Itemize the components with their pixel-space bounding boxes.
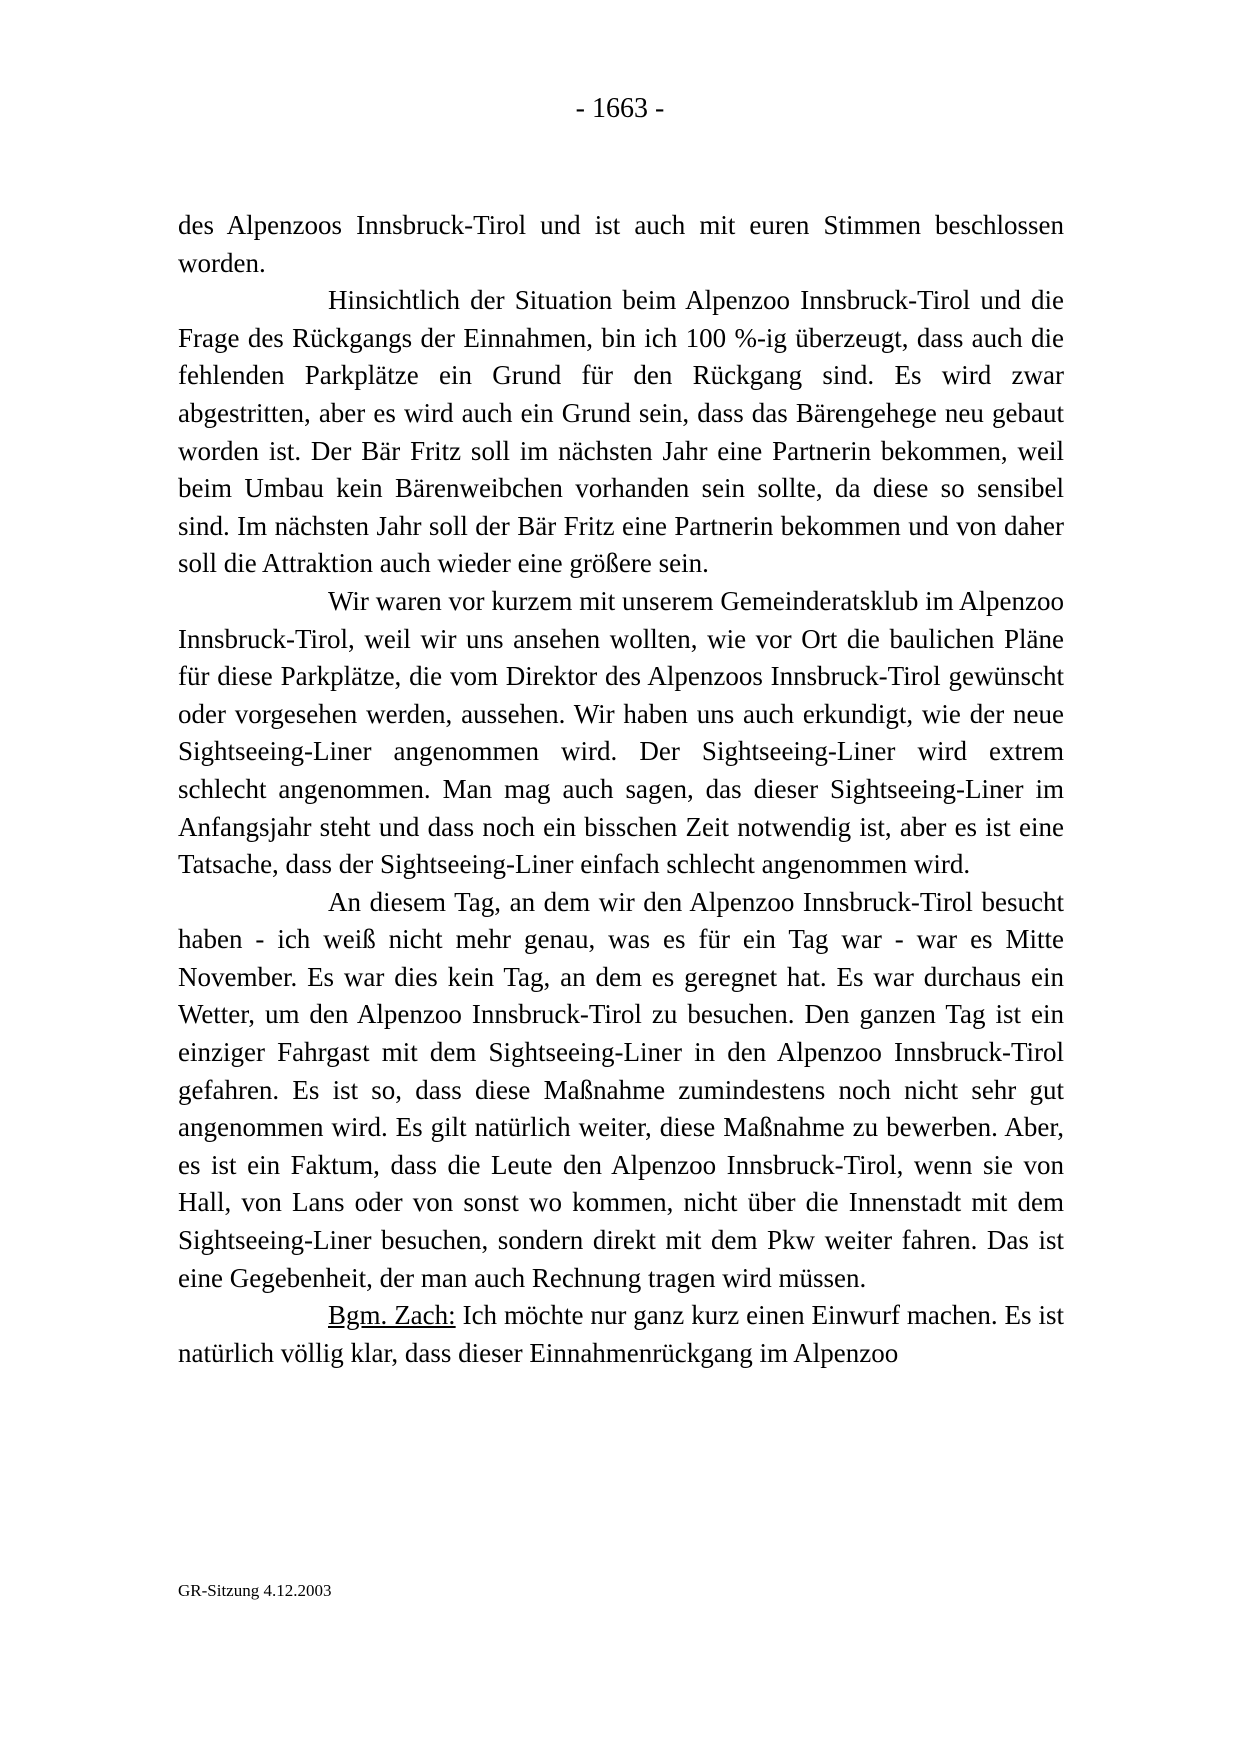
paragraph-1: des Alpenzoos Innsbruck-Tirol und ist auch mit euren Stimmen beschlossen worden.: [178, 210, 1064, 278]
page-number: - 1663 -: [575, 93, 665, 124]
speaker-name: Bgm. Zach:: [328, 1300, 456, 1331]
speaker-statement: Ich möchte nur ganz kurz einen Einwurf machen. Es ist natürlich völlig klar, dass dieser Einnahmenrückgang im Alpenzoo: [178, 1300, 1064, 1368]
footer-session-label: GR-Sitzung 4.12.2003: [178, 1581, 332, 1600]
paragraph-4: An diesem Tag, an dem wir den Alpenzoo Innsbruck-Tirol besucht haben - ich weiß nicht mehr genau, was es für ein Tag war - war es Mitte November. Es war dies kein Tag, an dem es geregnet hat. Es war durchaus ein Wetter, um den Alpenzoo Innsbruck-Tirol zu besuchen. Den ganzen Tag ist ein einziger Fahrgast mit dem Sightseeing-Liner in den Alpenzoo Innsbruck-Tirol gefahren. Es ist so, dass diese Maßnahme zumindestens noch nicht sehr gut angenommen wird. Es gilt natürlich weiter, diese Maßnahme zu bewerben. Aber, es ist ein Faktum, dass die Leute den Alpenzoo Innsbruck-Tirol, wenn sie von Hall, von Lans oder von sonst wo kommen, nicht über die Innenstadt mit dem Sightseeing-Liner besuchen, sondern direkt mit dem Pkw weiter fahren. Das ist eine Gegebenheit, der man auch Rechnung tragen wird müssen.: [178, 886, 1064, 1293]
paragraph-5: [178, 1297, 1064, 1372]
paragraph-3: Wir waren vor kurzem mit unserem Gemeinderatsklub im Alpenzoo Innsbruck-Tirol, weil wir uns ansehen wollten, wie vor Ort die baulichen Pläne für diese Parkplätze, die vom Direktor des Alpenzoos Innsbruck-Tirol gewünscht oder vorgesehen werden, aussehen. Wir haben uns auch erkundigt, wie der neue Sightseeing-Liner angenommen wird. Der Sightseeing-Liner wird extrem schlecht angenommen. Man mag auch sagen, das dieser Sightseeing-Liner im Anfangsjahr steht und dass noch ein bisschen Zeit notwendig ist, aber es ist eine Tatsache, dass der Sightseeing-Liner einfach schlecht angenommen wird.: [178, 585, 1064, 880]
paragraph-2: Hinsichtlich der Situation beim Alpenzoo Innsbruck-Tirol und die Frage des Rückgangs der Einnahmen, bin ich 100 %-ig überzeugt, dass auch die fehlenden Parkplätze ein Grund für den Rückgang sind. Es wird zwar abgestritten, aber es wird auch ein Grund sein, dass das Bärengehege neu gebaut worden ist. Der Bär Fritz soll im nächsten Jahr eine Partnerin bekommen, weil beim Umbau kein Bärenweibchen vorhanden sein sollte, da diese so sensibel sind. Im nächsten Jahr soll der Bär Fritz eine Partnerin bekommen und von daher soll die Attraktion auch wieder eine größere sein.: [178, 285, 1064, 579]
document-body: [178, 207, 1064, 1372]
